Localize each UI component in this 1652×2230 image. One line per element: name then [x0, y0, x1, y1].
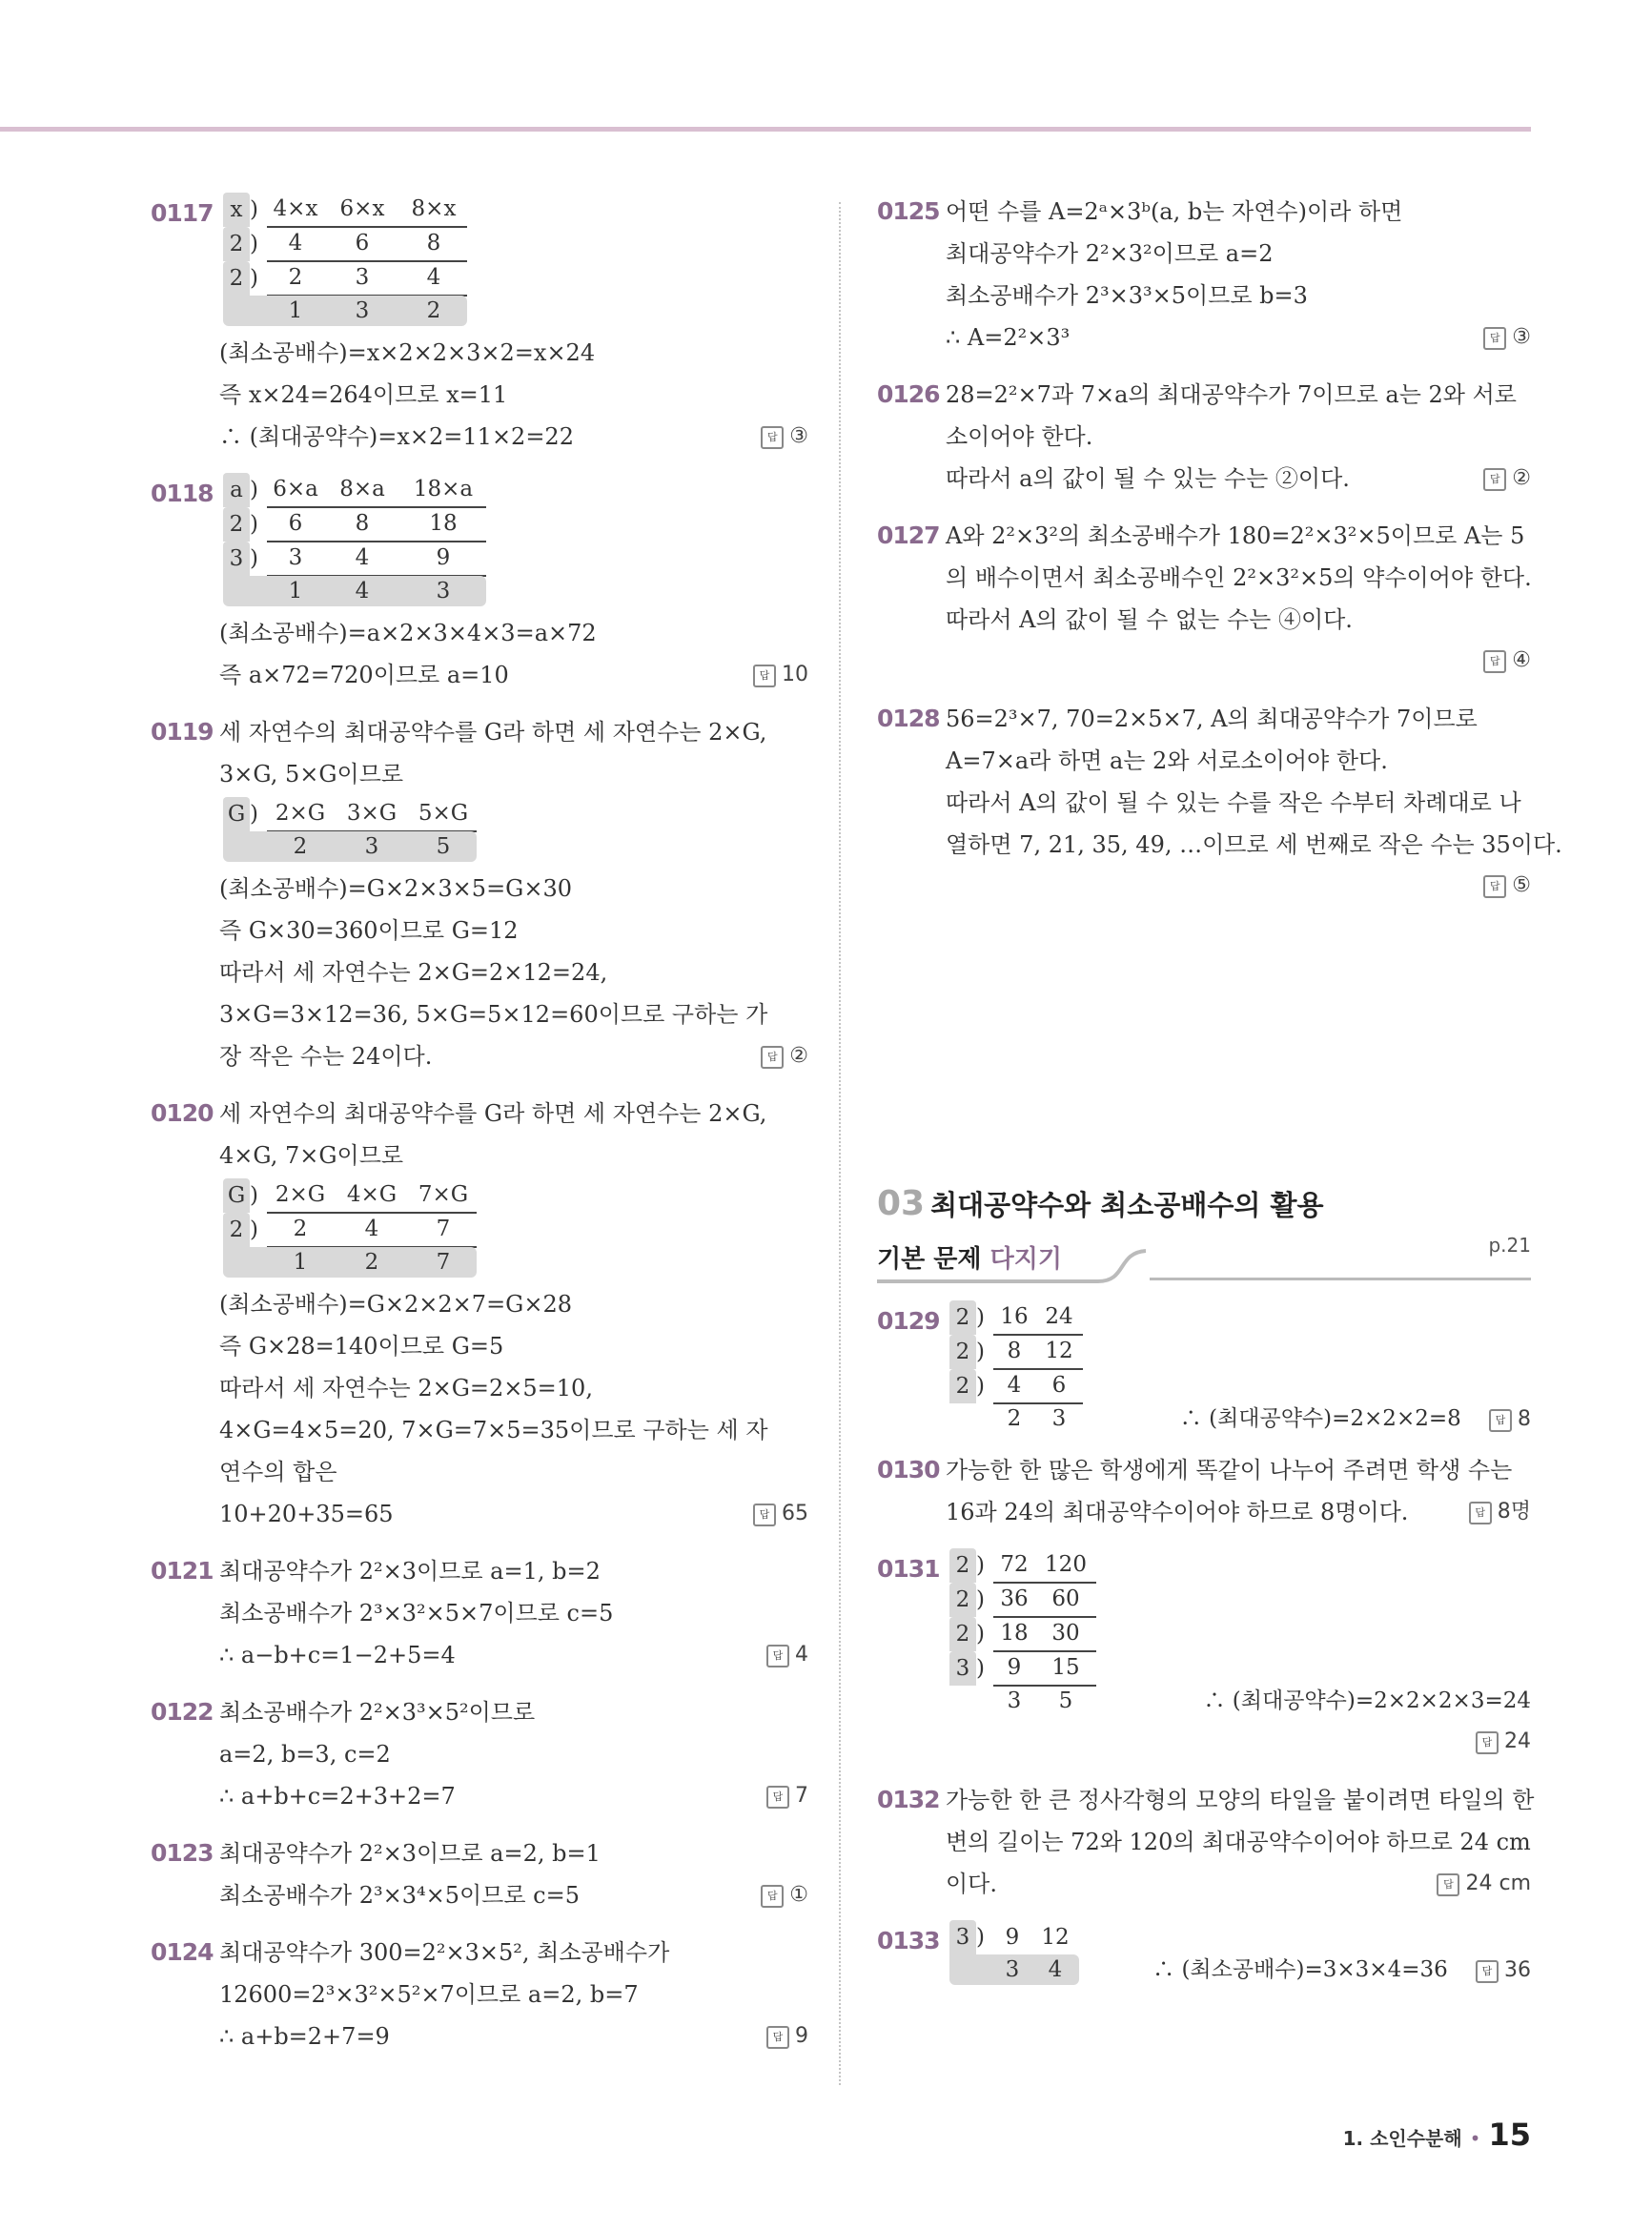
problem-number: 0119 [151, 718, 214, 746]
subsection-rule [1150, 1278, 1531, 1280]
solution-line: 3×G=3×12=36, 5×G=5×12=60이므로 구하는 가 [219, 1001, 768, 1028]
answer-icon: 답 [753, 1504, 776, 1526]
problem-line: 3×G, 5×G이므로 [219, 761, 404, 788]
ladder-division: a ) 6×a 8×a 18×a 2 ) 6 8 18 3 ) 3 4 9 1 4 3 [223, 473, 808, 606]
solution-line: 4×G=4×5=20, 7×G=7×5=35이므로 구하는 세 자 [219, 1417, 768, 1443]
solution-line: 56=2³×7, 70=2×5×7, A의 최대공약수가 7이므로 [946, 706, 1478, 732]
solution-line: 최소공배수가 2³×3⁴×5이므로 c=5 답 ① [219, 1874, 808, 1916]
subsection-header [877, 1234, 1531, 1283]
answer: 답 24 [1476, 1729, 1531, 1754]
answer: 답 ③ [1483, 317, 1531, 358]
problem-number: 0131 [877, 1555, 940, 1583]
problem-0133 [877, 1920, 1531, 1985]
problem-0123 [151, 1832, 808, 1916]
answer-icon: 답 [1476, 1960, 1499, 1983]
answer-icon: 답 [761, 1885, 784, 1908]
tab-curve [1089, 1243, 1155, 1283]
solution-line: ∴ A=2²×3³ 답 ③ [946, 317, 1531, 358]
column-divider [839, 202, 841, 2085]
ladder-division: 2 ) 72 120 2 ) 36 60 2 ) 18 30 3 ) 9 15 3 5 ∴ (최대공약수)=2×2×2×3=24 [949, 1548, 1531, 1716]
answer: 답 24 cm [1437, 1863, 1531, 1905]
ladder-division: G ) 2×G 3×G 5×G 2 3 5 [223, 797, 808, 862]
ladder-division: x ) 4×x 6×x 8×x 2 ) 4 6 8 2 ) 2 3 4 1 3 2 [223, 193, 808, 326]
answer-icon: 답 [1483, 650, 1506, 673]
problem-line: 세 자연수의 최대공약수를 G라 하면 세 자연수는 2×G, [219, 1100, 767, 1127]
problem-0127 [877, 515, 1531, 683]
solution-line: (최소공배수)=x×2×2×3×2=x×24 [219, 339, 596, 366]
answer-icon: 답 [1469, 1502, 1492, 1524]
answer: 답 ③ [761, 416, 808, 458]
answer-icon: 답 [1437, 1873, 1459, 1896]
solution-line: 가능한 한 많은 학생에게 똑같이 나누어 주려면 학생 수는 [946, 1457, 1513, 1483]
solution-line: ∴ (최대공약수)=x×2=11×2=22 답 ③ [219, 416, 808, 458]
solution-line: 소이어야 한다. [946, 423, 1093, 450]
answer-icon: 답 [1483, 875, 1506, 898]
solution-line: 의 배수이면서 최소공배수인 2²×3²×5의 약수이어야 한다. [946, 564, 1532, 591]
problem-number: 0129 [877, 1307, 940, 1335]
solution-line: 이다. 답 24 cm [946, 1863, 1531, 1905]
answer-icon: 답 [1489, 1409, 1512, 1432]
problem-line: 4×G, 7×G이므로 [219, 1142, 404, 1169]
problem-number: 0121 [151, 1557, 214, 1585]
answer: 답 8 [1489, 1407, 1531, 1431]
page-number: 15 [1488, 2117, 1531, 2153]
solution-line: 최대공약수가 2²×3이므로 a=2, b=1 [219, 1840, 601, 1867]
answer: 답 ⑤ [1483, 873, 1531, 898]
problem-line: 세 자연수의 최대공약수를 G라 하면 세 자연수는 2×G, [219, 719, 767, 746]
left-column [151, 191, 808, 2073]
problem-0120 [151, 1093, 808, 1535]
solution-line: 장 작은 수는 24이다. 답 ② [219, 1035, 808, 1077]
solution-line: 최소공배수가 2²×3³×5²이므로 [219, 1699, 536, 1726]
solution-line: (최소공배수)=a×2×3×4×3=a×72 [219, 620, 597, 646]
answer: 답 9 [766, 2015, 808, 2057]
problem-0132 [877, 1779, 1535, 1905]
answer-icon: 답 [766, 1786, 789, 1809]
solution-line: 즉 G×28=140이므로 G=5 [219, 1333, 504, 1360]
answer: 답 ② [1483, 458, 1531, 500]
solution-line: 즉 x×24=264이므로 x=11 [219, 381, 508, 408]
answer: 답 4 [766, 1634, 808, 1676]
problem-0121 [151, 1550, 808, 1676]
solution-line: 최소공배수가 2³×3²×5×7이므로 c=5 [219, 1600, 614, 1626]
problem-0128 [877, 698, 1562, 908]
answer-icon: 답 [1483, 468, 1506, 491]
solution-line: 가능한 한 큰 정사각형의 모양의 타일을 붙이려면 타일의 한 [946, 1787, 1535, 1813]
problem-0131 [877, 1548, 1531, 1764]
solution-line: 12600=2³×3²×5²×7이므로 a=2, b=7 [219, 1981, 639, 2008]
page-footer [1343, 2117, 1531, 2153]
ladder-division: 3 ) 9 12 3 4 ∴ (최소공배수)=3×3×4=36 답 36 [949, 1920, 1531, 1985]
solution-line: A와 2²×3²의 최소공배수가 180=2²×3²×5이므로 A는 5 [946, 522, 1525, 549]
solution-line: 어떤 수를 A=2ᵃ×3ᵇ(a, b는 자연수)이라 하면 [946, 198, 1403, 225]
problem-0122 [151, 1691, 808, 1817]
solution-line: ∴ a+b+c=2+3+2=7 답 7 [219, 1775, 808, 1817]
solution-line: 최소공배수가 2³×3³×5이므로 b=3 [946, 282, 1308, 309]
answer: 답 ① [761, 1874, 808, 1916]
solution-line: 최대공약수가 300=2²×3×5², 최소공배수가 [219, 1939, 670, 1966]
subsection-title: 기본 문제 [877, 1245, 982, 1274]
problem-0130 [877, 1449, 1531, 1533]
answer: 답 65 [753, 1493, 808, 1535]
problem-number: 0127 [877, 522, 940, 549]
solution-line: (최소공배수)=G×2×3×5=G×30 [219, 875, 572, 902]
answer-icon: 답 [766, 2026, 789, 2049]
top-accent-bar [0, 127, 1531, 132]
solution-line: 28=2²×7과 7×a의 최대공약수가 7이므로 a는 2와 서로 [946, 381, 1517, 408]
solution-line: a=2, b=3, c=2 [219, 1741, 391, 1768]
answer-icon: 답 [761, 426, 784, 449]
solution-line: 열하면 7, 21, 35, 49, …이므로 세 번째로 작은 수는 35이다. [946, 831, 1562, 858]
problem-0117 [151, 193, 808, 458]
problem-0118 [151, 473, 808, 696]
answer: 답 ④ [1483, 648, 1531, 673]
solution-line: 연수의 합은 [219, 1459, 337, 1485]
problem-number: 0120 [151, 1099, 214, 1127]
answer-icon: 답 [766, 1645, 789, 1667]
solution-line: 즉 a×72=720이므로 a=10 답 10 [219, 654, 808, 696]
answer-line [946, 866, 1531, 908]
answer: 답 36 [1476, 1958, 1531, 1982]
solution-line: ∴ a+b=2+7=9 답 9 [219, 2015, 808, 2057]
solution-line: 따라서 a의 값이 될 수 있는 수는 ②이다. 답 ② [946, 458, 1531, 500]
problem-number: 0126 [877, 380, 940, 408]
problem-number: 0125 [877, 197, 940, 225]
answer: 답 ② [761, 1035, 808, 1077]
solution-line: 10+20+35=65 답 65 [219, 1493, 808, 1535]
answer-icon: 답 [1483, 327, 1506, 350]
solution-line: 최대공약수가 2²×3이므로 a=1, b=2 [219, 1558, 601, 1585]
solution-line: 따라서 A의 값이 될 수 있는 수를 작은 수부터 차례대로 나 [946, 789, 1521, 816]
answer: 답 10 [753, 654, 808, 696]
problem-number: 0132 [877, 1786, 940, 1813]
solution-line: 16과 24의 최대공약수이어야 하므로 8명이다. 답 8명 [946, 1491, 1531, 1533]
right-column [877, 191, 1562, 2000]
section-title: 최대공약수와 최소공배수의 활용 [930, 1189, 1324, 1221]
answer-line [946, 1722, 1531, 1764]
solution-line: A=7×a라 하면 a는 2와 서로소이어야 한다. [946, 747, 1388, 774]
page-reference: p.21 [1488, 1234, 1531, 1257]
problem-number: 0122 [151, 1698, 214, 1726]
solution-line: 최대공약수가 2²×3²이므로 a=2 [946, 240, 1274, 267]
problem-number: 0133 [877, 1927, 940, 1954]
solution-line: 따라서 세 자연수는 2×G=2×5=10, [219, 1375, 593, 1401]
problem-0129 [877, 1300, 1531, 1434]
solution-line: 따라서 A의 값이 될 수 없는 수는 ④이다. [946, 606, 1353, 633]
answer-icon: 답 [761, 1046, 784, 1069]
solution-line: 변의 길이는 72와 120의 최대공약수이어야 하므로 24 cm [946, 1829, 1531, 1855]
problem-0126 [877, 374, 1531, 500]
problem-0125 [877, 191, 1531, 358]
solution-line: 따라서 세 자연수는 2×G=2×12=24, [219, 959, 608, 986]
answer: 답 8명 [1469, 1491, 1531, 1533]
answer-icon: 답 [1476, 1731, 1499, 1754]
solution-line: ∴ a−b+c=1−2+5=4 답 4 [219, 1634, 808, 1676]
answer: 답 7 [766, 1775, 808, 1817]
ladder-division: G ) 2×G 4×G 7×G 2 ) 2 4 7 1 2 7 [223, 1178, 808, 1278]
solution-line: (최소공배수)=G×2×2×7=G×28 [219, 1291, 572, 1318]
problem-number: 0123 [151, 1839, 214, 1867]
ladder-division: 2 ) 16 24 2 ) 8 12 2 ) 4 6 2 3 ∴ (최대공약수)=2×2×2=8 답 8 [949, 1300, 1531, 1434]
problem-number: 0118 [151, 480, 214, 507]
problem-number: 0117 [151, 199, 214, 227]
problem-number: 0124 [151, 1938, 214, 1966]
section-number: 03 [877, 1184, 926, 1223]
problem-number: 0128 [877, 705, 940, 732]
separator-dot-icon: • [1469, 2127, 1481, 2150]
problem-0119 [151, 711, 808, 1077]
answer-line [946, 641, 1531, 683]
section-heading [877, 1184, 1531, 1234]
problem-0124 [151, 1932, 808, 2057]
subsection-title-accent: 다지기 [989, 1245, 1062, 1274]
answer-icon: 답 [753, 665, 776, 687]
solution-line: 즉 G×30=360이므로 G=12 [219, 917, 519, 944]
problem-number: 0130 [877, 1456, 940, 1483]
chapter-label: 1. 소인수분해 [1342, 2127, 1462, 2150]
